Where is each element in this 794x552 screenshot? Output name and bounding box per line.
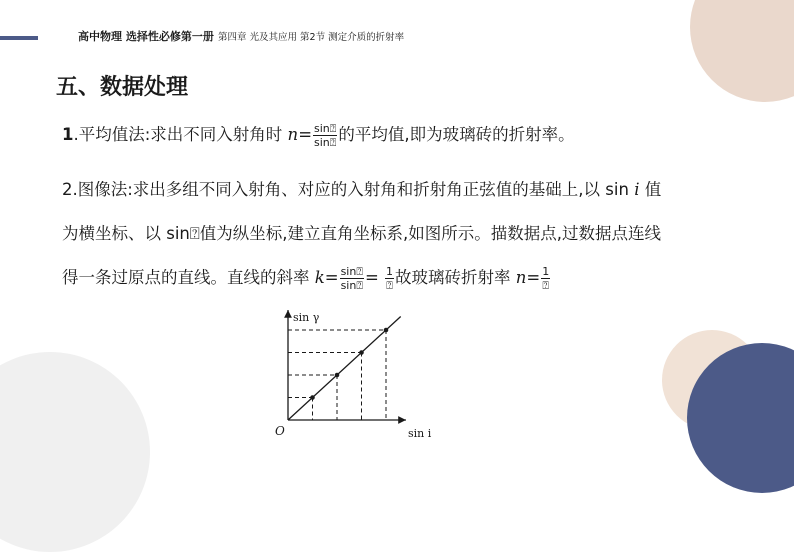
- graph-y-label: sin γ: [293, 311, 320, 324]
- method2-line1-b: 值: [639, 180, 662, 199]
- method2-eq1: =: [324, 268, 339, 287]
- graph-data-point: [384, 328, 389, 333]
- graph-origin-label: O: [275, 424, 285, 438]
- method2-line1-var: i: [634, 180, 640, 199]
- graph-data-point: [335, 373, 340, 378]
- method2-frac3-num: 1: [542, 265, 550, 278]
- header-title: 高中物理 选择性必修第一册: [78, 30, 214, 43]
- decor-circle-top-right: [690, 0, 794, 102]
- method2-line3-b: 故玻璃砖折射率: [395, 268, 516, 287]
- graph-data-point: [310, 395, 315, 400]
- method2-line1: [62, 176, 661, 200]
- method1-text-a: .平均值法:求出不同入射角时: [73, 125, 288, 144]
- method1-line: [62, 121, 575, 149]
- method1-frac-num: sin⍰: [314, 122, 337, 135]
- method2-line2: 为横坐标、以 sin⍰值为纵坐标,建立直角坐标系,如图所示。描数据点,过数据点连线: [62, 224, 662, 243]
- method2-var-n: n: [515, 268, 527, 287]
- header-accent-bar: [0, 36, 38, 40]
- section-title: 五、数据处理: [56, 75, 189, 100]
- method2-frac2-num: 1: [386, 265, 394, 278]
- method2-var-k: k: [314, 268, 325, 287]
- decor-circle-bottom-left: [0, 352, 150, 552]
- method2-eq3: =: [526, 268, 541, 287]
- graph-data-point: [359, 350, 364, 355]
- method1-eq: =: [298, 125, 313, 144]
- graph-x-label: sin i: [408, 427, 432, 440]
- graph-fit-line: [288, 317, 401, 421]
- method2-line3-a: 得一条过原点的直线。直线的斜率: [62, 268, 315, 287]
- method2-frac3-den: ⍰: [542, 279, 550, 292]
- method2-eq2: =: [364, 268, 385, 287]
- method2-line3: [62, 264, 551, 292]
- method2-frac2-den: ⍰: [386, 279, 393, 292]
- method1-frac-den: sin⍰: [314, 136, 337, 149]
- method2-fraction3: [541, 265, 550, 292]
- method2-fraction1: [340, 265, 364, 292]
- sin-graph: [268, 306, 440, 442]
- method1-var-n: n: [287, 125, 299, 144]
- method1-number: 1: [62, 125, 74, 144]
- header-subtitle: 第四章 光及其应用 第2节 测定介质的折射率: [218, 32, 405, 43]
- method2-fraction2: [385, 265, 394, 292]
- method1-text-b: 的平均值,即为玻璃砖的折射率。: [338, 125, 575, 144]
- method2-frac1-num: sin⍰: [340, 265, 363, 278]
- method2-frac1-den: sin⍰: [340, 279, 363, 292]
- method1-fraction: [313, 122, 337, 149]
- method2-line1-a: 2.图像法:求出多组不同入射角、对应的入射角和折射角正弦值的基础上,以 sin: [62, 180, 635, 199]
